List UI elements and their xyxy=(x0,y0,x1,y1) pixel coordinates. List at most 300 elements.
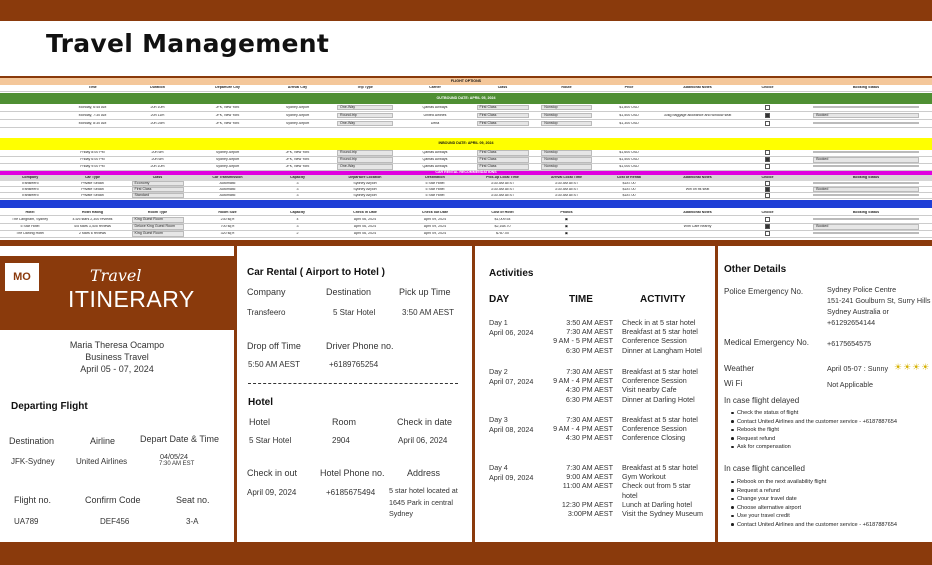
cell: $1,009.54 xyxy=(494,218,511,222)
hotel-columns-row xyxy=(0,210,932,216)
column-header: Booking Status xyxy=(852,176,880,180)
cell: With Cafe nearby xyxy=(683,225,712,229)
activity-time: 9:00 AM AEST xyxy=(566,472,613,482)
other-details-card xyxy=(718,246,932,542)
list-item: Contact United Airlines and the customer service - +6187887654 xyxy=(730,419,897,425)
flight-options-title: FLIGHT OPTIONS xyxy=(0,78,932,85)
cell xyxy=(330,121,400,127)
cell: 20h 11m xyxy=(150,113,165,117)
activity-description: Conference Session xyxy=(622,336,687,346)
cell: JFK, New York xyxy=(215,105,240,109)
cell: Sydney Airport xyxy=(285,121,310,125)
cell: Automatic xyxy=(219,187,236,191)
cell: United Airlines xyxy=(423,113,447,117)
dropdown-select[interactable]: Nonstop xyxy=(541,157,591,163)
column-header: Car Transmission xyxy=(212,176,243,180)
airline-value: United Airlines xyxy=(76,457,128,466)
cell xyxy=(330,157,400,163)
column-header: Duration xyxy=(150,86,165,90)
list-item: Contact United Airlines and the customer service - +6187887654 xyxy=(730,522,897,528)
column-header: Check out Date xyxy=(421,210,449,214)
datetime-label: Depart Date & Time xyxy=(140,434,220,444)
activity-time: 6:30 PM AEST xyxy=(565,394,613,404)
checkin-value: April 06, 2024 xyxy=(398,436,448,445)
cell xyxy=(125,187,190,193)
column-header: Choice xyxy=(761,86,774,90)
activity-day: Day 4 xyxy=(489,463,508,472)
address-line: 1645 Park in central xyxy=(389,498,453,507)
dropdown-select[interactable] xyxy=(813,165,919,167)
cell xyxy=(535,164,598,170)
hotel-row xyxy=(0,231,932,238)
cell xyxy=(800,165,932,169)
cell: JFK, New York xyxy=(285,151,310,155)
dropdown-select[interactable]: Nonstop xyxy=(541,121,591,127)
choice-checkbox[interactable] xyxy=(765,193,770,198)
cell: 320 sq ft xyxy=(220,232,235,236)
dropdown-select[interactable] xyxy=(813,194,919,196)
trip-type: Business Travel xyxy=(85,352,149,362)
cell: 20h 10m xyxy=(150,105,165,109)
police-line: +61292654144 xyxy=(827,318,876,327)
cell: April 06, 2024 xyxy=(353,232,377,236)
cell xyxy=(800,157,932,163)
cell: JFK, New York xyxy=(285,165,310,169)
car-company-label: Company xyxy=(247,287,286,297)
cell: ▣ xyxy=(564,232,569,236)
cell: 5 Star Hotel xyxy=(425,181,445,185)
cell xyxy=(470,157,535,163)
section-divider xyxy=(248,383,458,384)
cell: $1,500 USD xyxy=(619,113,639,117)
cell xyxy=(125,181,190,187)
spreadsheet xyxy=(0,78,932,240)
police-line: 151-241 Goulburn St, Surry Hills xyxy=(827,296,931,305)
activity-time: 7:30 AM AEST xyxy=(566,327,613,337)
cell: 3:30 AM AEST xyxy=(554,181,579,185)
address-label: Address xyxy=(407,468,441,478)
cell xyxy=(330,164,400,170)
cell: Qantas Airways xyxy=(422,158,448,162)
cell: Friday 6:00 PM xyxy=(80,158,105,162)
cell xyxy=(535,150,598,156)
col-day-header: DAY xyxy=(489,294,510,305)
col-activity-header: ACTIVITY xyxy=(640,294,686,305)
activity-time: 6:30 PM AEST xyxy=(565,345,613,355)
cancelled-list xyxy=(730,479,897,531)
cell xyxy=(330,150,400,156)
choice-checkbox[interactable] xyxy=(765,231,770,236)
activity-description: Dinner at Langham Hotel xyxy=(622,345,702,355)
driver-phone-label: Driver Phone no. xyxy=(326,341,394,351)
column-header: Booking Status xyxy=(852,210,880,214)
cell: Friday 8:00 PM xyxy=(80,151,105,155)
cell: Monday, 7:30 AM xyxy=(78,113,107,117)
inbound-row xyxy=(0,157,932,164)
hotel-phone-label: Hotel Phone no. xyxy=(320,468,385,478)
cell: 5 Star Hotel xyxy=(425,193,445,197)
departing-flight-heading: Departing Flight xyxy=(11,401,88,412)
itinerary-script-title: Travel xyxy=(90,266,142,285)
seat-no-label: Seat no. xyxy=(176,495,210,505)
police-line: Sydney Australia or xyxy=(827,307,889,316)
cell xyxy=(125,193,190,199)
destination-label: Destination xyxy=(9,436,55,446)
cell xyxy=(800,194,932,198)
cell xyxy=(800,232,932,236)
dropdown-select[interactable]: Booked xyxy=(813,187,919,193)
cell xyxy=(800,106,932,110)
cell: $187.00 xyxy=(622,181,636,185)
dropdown-select[interactable]: First Class xyxy=(477,164,529,170)
hotel-value: 5 Star Hotel xyxy=(249,436,292,445)
dropdown-select[interactable]: First Class xyxy=(477,150,529,156)
traveler-name: Maria Theresa Ocampo xyxy=(69,340,165,350)
list-item: Request a refund xyxy=(730,488,897,494)
cell: 2 stars 6 reviews xyxy=(79,232,106,236)
cell: Automatic xyxy=(219,181,236,185)
outbound-row xyxy=(0,104,932,112)
sun-icon: ☀☀☀☀ xyxy=(894,362,931,372)
dropdown-select[interactable]: Economy xyxy=(132,181,184,187)
cell xyxy=(800,182,932,186)
activity-description: hotel xyxy=(622,490,638,500)
cell: 3:30 AM AEST xyxy=(490,181,515,185)
activity-description: Breakfast at 5 star hotel xyxy=(622,463,698,472)
choice-checkbox[interactable] xyxy=(765,164,770,169)
hotel-separator-bar xyxy=(0,200,932,208)
dropdown-select[interactable]: Round-trip xyxy=(337,157,393,163)
activity-time: 7:30 AM AEST xyxy=(566,367,613,376)
cell xyxy=(535,105,598,111)
dropdown-select[interactable] xyxy=(813,232,919,234)
cell: 3 xyxy=(296,181,299,185)
cell: 230 sq ft xyxy=(220,218,235,222)
address-line: 5 star hotel located at xyxy=(389,486,458,495)
choice-checkbox[interactable] xyxy=(765,105,770,110)
dropdown-select[interactable]: Deluxe King Guest Room xyxy=(132,224,184,230)
activity-time: 7:30 AM AEST xyxy=(566,463,613,472)
dropdown-select[interactable]: Booked xyxy=(813,157,919,163)
column-header: Departure City xyxy=(215,86,240,90)
cell xyxy=(470,164,535,170)
activity-description: Dinner at Darling Hotel xyxy=(622,394,695,404)
column-header: Room Size xyxy=(218,210,237,214)
dropdown-select[interactable]: Nonstop xyxy=(541,164,591,170)
list-item: Use your travel credit xyxy=(730,513,897,519)
itinerary xyxy=(0,246,932,542)
outbound-row xyxy=(0,112,932,120)
dropdown-select[interactable]: First Class xyxy=(477,105,529,111)
cell: $1,500 USD xyxy=(619,158,639,162)
destination-value: JFK-Sydney xyxy=(11,457,55,466)
column-header: Hotel xyxy=(25,210,35,214)
car-pickup-label: Pick up Time xyxy=(399,287,451,297)
column-header: Price xyxy=(624,86,634,90)
cell: $1,300 USD xyxy=(619,121,639,125)
cell xyxy=(800,224,932,230)
cell: 4.5/5 stars 2,300 reviews xyxy=(72,218,113,222)
cell: Sydney Airport xyxy=(353,181,377,185)
cell xyxy=(330,105,400,111)
cell: 30kg baggage allowance and window seat xyxy=(663,113,732,117)
cell: The Langham, Sydney xyxy=(11,218,49,222)
col-time-header: TIME xyxy=(569,294,593,305)
checkout-label: Check in out xyxy=(247,468,298,478)
activity-time: 11:00 AM AEST xyxy=(562,481,613,491)
dropdown-select[interactable]: Booked xyxy=(813,224,919,230)
cell xyxy=(800,187,932,193)
cell xyxy=(735,164,800,169)
car-rental-heading: Car Rental ( Airport to Hotel ) xyxy=(247,267,385,278)
dropdown-select[interactable] xyxy=(813,151,919,153)
activity-description: Check out from 5 star xyxy=(622,481,691,491)
dropdown-select[interactable]: First Class xyxy=(132,187,184,193)
cell xyxy=(735,231,800,236)
wifi-label: Wi Fi xyxy=(724,379,743,388)
cell xyxy=(470,121,535,127)
hotel-label: Hotel xyxy=(249,417,271,427)
cell: Friday 9:00 PM xyxy=(80,165,105,169)
outbound-date-bar: OUTBOUND DATE: APRIL 05, 2024 xyxy=(0,93,932,104)
cell xyxy=(800,151,932,155)
cell: 20h 6m xyxy=(151,151,164,155)
cell xyxy=(735,121,800,126)
depart-time: 7:30 AM EST xyxy=(159,461,195,467)
activity-description: Lunch at Darling hotel xyxy=(622,499,692,509)
dropdown-select[interactable] xyxy=(813,106,919,108)
dropdown-select[interactable]: Nonstop xyxy=(541,105,591,111)
activity-description: Visit nearby Cafe xyxy=(622,385,677,395)
cell: 3 xyxy=(296,193,299,197)
medical-label: Medical Emergency No. xyxy=(724,338,809,347)
activity-description: Visit the Sydney Museum xyxy=(622,509,703,518)
dropdown-select[interactable]: King Guest Room xyxy=(132,217,184,223)
cell: 3:30 AM AEST xyxy=(554,193,579,197)
cell: ▣ xyxy=(564,218,569,222)
list-item: Change your travel date xyxy=(730,496,897,502)
cell xyxy=(735,187,800,192)
cancelled-heading: In case flight cancelled xyxy=(724,464,805,473)
wifi-value: Not Applicable xyxy=(827,380,873,389)
dropdown-select[interactable]: First Class xyxy=(477,113,529,119)
cell xyxy=(735,224,800,229)
cell: 20h 6m xyxy=(151,158,164,162)
column-header: Capacity xyxy=(290,210,305,214)
cell: Automatic xyxy=(219,193,236,197)
cell: Delta xyxy=(430,121,440,125)
seat-no-value: 3-A xyxy=(186,517,199,526)
cell: 4/5 stars 3,405 reviews xyxy=(74,225,111,229)
itinerary-title: ITINERARY xyxy=(68,286,195,312)
cell: 3:30 AM AEST xyxy=(490,193,515,197)
choice-checkbox[interactable] xyxy=(765,217,770,222)
dropdown-select[interactable]: Round-trip xyxy=(337,150,393,156)
car-company-value: Transfeero xyxy=(247,308,286,317)
dropdown-select[interactable]: One-Way xyxy=(337,164,393,170)
cell: Sydney Airport xyxy=(353,187,377,191)
column-header: Capacity xyxy=(290,176,305,180)
column-header: Destination xyxy=(425,176,445,180)
cell: ▣ xyxy=(564,225,569,229)
cell xyxy=(470,150,535,156)
list-item: Rebook the flight xyxy=(730,427,897,433)
column-header: Company xyxy=(21,176,39,180)
cell: $187.00 xyxy=(622,193,636,197)
cell: Qantas Airways xyxy=(422,151,448,155)
car-destination-value: 5 Star Hotel xyxy=(333,308,376,317)
list-item: Check the status of flight xyxy=(730,410,897,416)
dropdown-select[interactable]: Standard xyxy=(132,193,184,199)
cell xyxy=(800,218,932,222)
flight-no-value: UA789 xyxy=(14,517,39,526)
outbound-row xyxy=(0,120,932,128)
cell: Monday, 6:45 AM xyxy=(78,105,107,109)
police-label: Police Emergency No. xyxy=(724,287,804,296)
medical-value: +6175654575 xyxy=(827,339,872,348)
column-header: Departure Location xyxy=(348,176,382,180)
dropdown-select[interactable]: King Guest Room xyxy=(132,231,184,237)
dropdown-select[interactable]: First Class xyxy=(477,157,529,163)
cell: 20h 10m xyxy=(150,165,165,169)
cell: Qantas Airways xyxy=(422,105,448,109)
cell xyxy=(535,113,598,119)
column-header: Carrier xyxy=(429,86,441,90)
cell: Transfeero xyxy=(21,181,39,185)
page-title: Travel Management xyxy=(46,29,330,58)
checkin-label: Check in date xyxy=(397,417,453,427)
column-header: Cost of Rental xyxy=(616,176,642,180)
cell xyxy=(735,217,800,222)
cell: $187.00 xyxy=(622,187,636,191)
dropdown-select[interactable]: One-Way xyxy=(337,121,393,127)
cell xyxy=(800,113,932,119)
activity-day: Day 1 xyxy=(489,318,508,327)
column-header: Booking Status xyxy=(852,86,880,90)
hotel-heading: Hotel xyxy=(248,397,273,408)
cell xyxy=(535,157,598,163)
logo: MO xyxy=(5,263,39,291)
dropdown-select[interactable] xyxy=(813,218,919,220)
dropdown-select[interactable]: First Class xyxy=(477,121,529,127)
cell xyxy=(535,121,598,127)
cell xyxy=(330,113,400,119)
cell xyxy=(735,181,800,186)
dropdown-select[interactable]: Nonstop xyxy=(541,113,591,119)
column-header: Cost of Hotel xyxy=(491,210,514,214)
cell xyxy=(735,150,800,155)
dropdown-select[interactable] xyxy=(813,122,919,124)
cell: April 09, 2024 xyxy=(423,218,447,222)
activity-time: 7:30 AM AEST xyxy=(566,415,613,424)
choice-checkbox[interactable] xyxy=(765,113,770,118)
cell: Private Sedan xyxy=(81,193,104,197)
confirm-code-label: Confirm Code xyxy=(85,495,141,505)
cell: April 06, 2024 xyxy=(353,218,377,222)
activity-date: April 06, 2024 xyxy=(489,328,534,337)
cell: 3 xyxy=(296,187,299,191)
cell: April 06, 2024 xyxy=(353,225,377,229)
cell: Sydney Airport xyxy=(215,165,240,169)
airline-label: Airline xyxy=(90,436,116,446)
car-dropoff-label: Drop off Time xyxy=(247,341,301,351)
column-header: Arrival City xyxy=(287,86,308,90)
activity-time: 3:50 AM AEST xyxy=(566,318,613,327)
column-header: Additional Notes xyxy=(683,176,712,180)
activity-time: 9 AM - 4 PM AEST xyxy=(553,424,613,434)
dropdown-select[interactable]: Booked xyxy=(813,113,919,119)
list-item: Rebook on the next availability flight xyxy=(730,479,897,485)
trip-dates: April 05 - 07, 2024 xyxy=(80,364,154,374)
car-destination-label: Destination xyxy=(326,287,372,297)
list-item: Ask for compensation xyxy=(730,444,897,450)
activity-description: Gym Workout xyxy=(622,472,666,482)
delayed-heading: In case flight delayed xyxy=(724,396,800,405)
cell xyxy=(735,113,800,118)
dropdown-select[interactable]: One-Way xyxy=(337,105,393,111)
activity-day: Day 3 xyxy=(489,415,508,424)
dropdown-select[interactable]: Nonstop xyxy=(541,150,591,156)
choice-checkbox[interactable] xyxy=(765,121,770,126)
column-header: Car Type xyxy=(84,176,101,180)
cell xyxy=(125,224,190,230)
choice-checkbox[interactable] xyxy=(765,224,770,229)
activity-description: Conference Closing xyxy=(622,433,686,443)
column-header: Class xyxy=(152,176,163,180)
cell: $1,800 USD xyxy=(619,105,639,109)
cell: $1,000 USD xyxy=(619,165,639,169)
cell: Private Sedan xyxy=(81,187,104,191)
activity-date: April 07, 2024 xyxy=(489,377,534,386)
weather-value: April 05-07 : Sunny xyxy=(827,364,889,373)
choice-checkbox[interactable] xyxy=(765,150,770,155)
choice-checkbox[interactable] xyxy=(765,187,770,192)
activity-time: 4:30 PM AEST xyxy=(565,385,613,395)
cell xyxy=(125,231,190,237)
column-header: Arrival Local Time xyxy=(550,176,583,180)
cell: 4 xyxy=(296,218,299,222)
cell: Transfeero xyxy=(21,187,39,191)
activity-description: Conference Session xyxy=(622,424,687,434)
cell: JFK, New York xyxy=(285,158,310,162)
police-line: Sydney Police Centre xyxy=(827,285,897,294)
cell: 5 Star Hotel xyxy=(425,187,445,191)
cell xyxy=(800,122,932,126)
choice-checkbox[interactable] xyxy=(765,157,770,162)
choice-checkbox[interactable] xyxy=(765,181,770,186)
flight-no-label: Flight no. xyxy=(14,495,52,505)
driver-phone-value: +6189765254 xyxy=(329,360,379,369)
list-item: Request refund xyxy=(730,436,897,442)
car-row xyxy=(0,193,932,199)
column-header: Choice xyxy=(761,210,774,214)
cell: 3:30 AM AEST xyxy=(554,187,579,191)
cell: Sydney Airport xyxy=(285,105,310,109)
cell: 3 xyxy=(296,225,299,229)
depart-date: 04/05/24 xyxy=(160,452,188,461)
dropdown-select[interactable]: Round-trip xyxy=(337,113,393,119)
room-value: 2904 xyxy=(332,436,350,445)
flight-columns-row xyxy=(0,85,932,92)
dropdown-select[interactable] xyxy=(813,182,919,184)
activity-date: April 09, 2024 xyxy=(489,473,534,482)
address-line: Sydney xyxy=(389,509,413,518)
activity-time: 12:30 PM AEST xyxy=(561,499,613,509)
room-label: Room xyxy=(332,417,357,427)
cell: $787.00 xyxy=(496,232,509,236)
column-header: Additional Notes xyxy=(683,86,712,90)
activity-date: April 08, 2024 xyxy=(489,425,534,434)
